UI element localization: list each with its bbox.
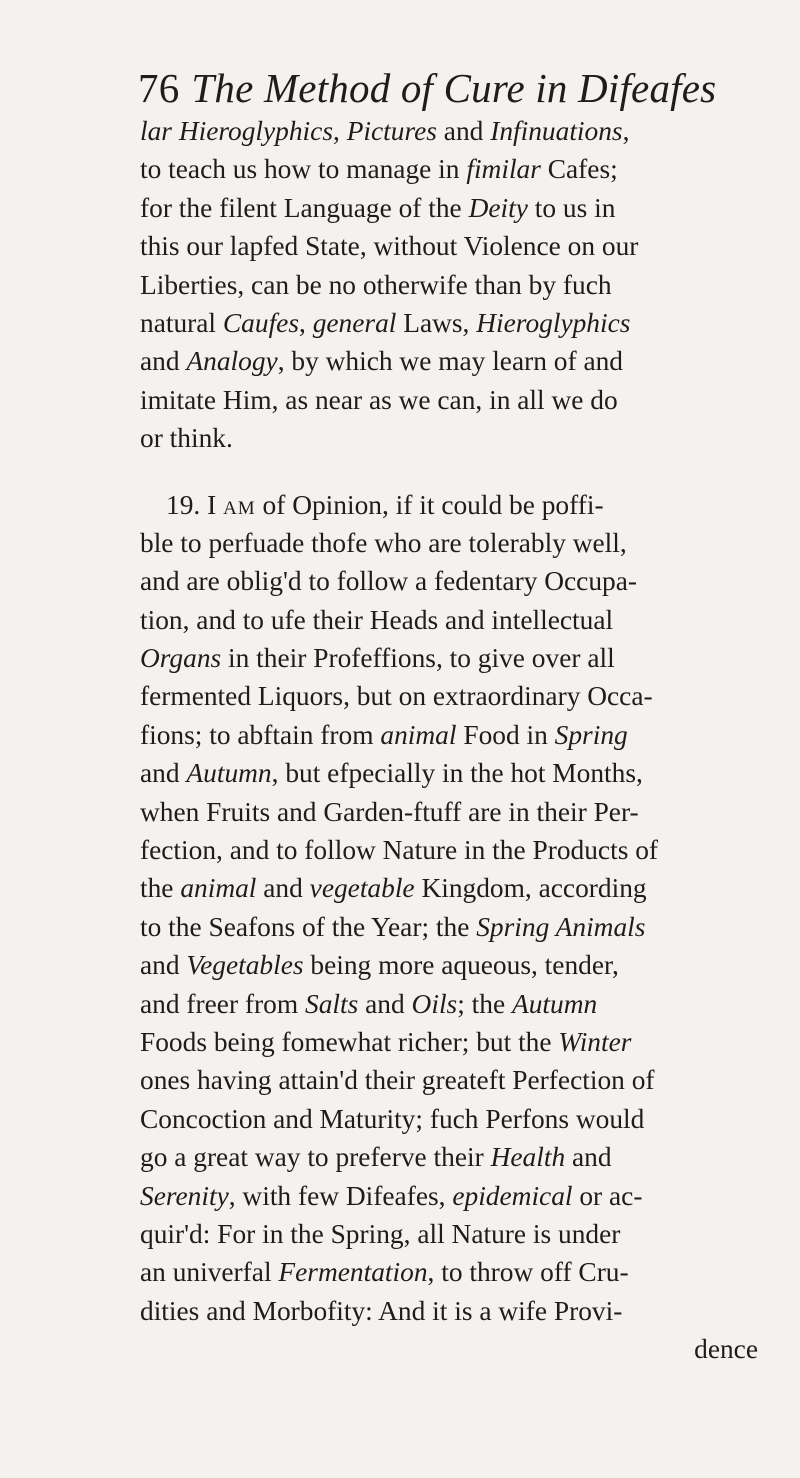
text-run: Foods being fomewhat richer; but the bbox=[140, 1026, 559, 1057]
italic-run: Serenity bbox=[140, 1180, 229, 1211]
text-run: and bbox=[256, 873, 310, 904]
text-run: 19. I bbox=[166, 489, 224, 520]
italic-run: animal bbox=[180, 873, 257, 904]
italic-run: fimilar bbox=[466, 154, 541, 185]
text-line bbox=[140, 112, 768, 150]
text-run: and bbox=[436, 116, 491, 146]
running-head bbox=[138, 64, 716, 112]
text-run: fions; to abftain from bbox=[140, 719, 381, 750]
text-run: , to throw off Cru- bbox=[427, 1257, 629, 1288]
text-run: the bbox=[140, 873, 181, 904]
text-run: or think. bbox=[140, 423, 233, 454]
text-line bbox=[140, 831, 768, 869]
italic-run: Hieroglyphics bbox=[178, 116, 333, 146]
text-run: an univerfal bbox=[140, 1257, 279, 1288]
text-run: for the filent Language of the bbox=[140, 192, 469, 223]
italic-run: Caufes bbox=[222, 307, 299, 338]
text-run: or ac- bbox=[572, 1180, 643, 1211]
text-line bbox=[140, 266, 768, 304]
text-run: dities and Morbofity: And it is a wife Provi- bbox=[140, 1295, 623, 1326]
italic-run: Winter bbox=[558, 1026, 632, 1057]
text-run: Cafes; bbox=[540, 154, 618, 185]
text-run: being more aqueous, tender, bbox=[303, 950, 619, 981]
text-line bbox=[140, 985, 768, 1023]
body-text bbox=[140, 112, 768, 1369]
text-run: fection, and to follow Nature in the Products of bbox=[140, 835, 659, 866]
paragraph-1 bbox=[140, 112, 768, 458]
text-line bbox=[140, 754, 768, 792]
text-run: quir'd: For in the Spring, all Nature is under bbox=[140, 1218, 621, 1249]
italic-run: animal bbox=[380, 719, 457, 750]
italic-run: Vegetables bbox=[186, 950, 304, 981]
italic-run: Infinuations bbox=[490, 116, 623, 146]
text-run: am bbox=[223, 489, 256, 520]
text-run: , by which we may learn of and bbox=[277, 346, 623, 377]
text-line bbox=[140, 793, 768, 831]
italic-run: Health bbox=[490, 1142, 566, 1173]
italic-run: Analogy bbox=[186, 346, 278, 377]
italic-run: Autumn bbox=[186, 758, 272, 789]
italic-run: general bbox=[312, 307, 397, 338]
text-line bbox=[140, 419, 768, 457]
text-run: imitate Him, as near as we can, in all we do bbox=[140, 384, 618, 415]
text-line bbox=[140, 677, 768, 715]
italic-run: Hieroglyphics bbox=[476, 307, 631, 338]
text-run: ones having attain'd their greateft Perfection of bbox=[140, 1065, 655, 1096]
text-line bbox=[140, 1215, 768, 1253]
text-line bbox=[140, 908, 768, 946]
text-run: ble to perfuade thofe who are tolerably well, bbox=[140, 527, 627, 558]
catchword: dence bbox=[694, 1334, 758, 1365]
text-line bbox=[140, 524, 768, 562]
italic-run: lar bbox=[140, 116, 179, 146]
text-run: , bbox=[299, 307, 313, 338]
paragraph-gap bbox=[140, 458, 768, 486]
text-line bbox=[140, 1177, 768, 1215]
text-line bbox=[140, 869, 768, 907]
text-run: to teach us how to manage in bbox=[140, 154, 467, 185]
text-run: tion, and to ufe their Heads and intellectual bbox=[140, 604, 614, 635]
text-line bbox=[140, 150, 768, 188]
italic-run: epidemical bbox=[452, 1180, 573, 1211]
text-line bbox=[140, 381, 768, 419]
text-run: when Fruits and Garden-ftuff are in their Per- bbox=[140, 796, 639, 827]
text-run: and bbox=[358, 988, 412, 1019]
text-line bbox=[140, 562, 768, 600]
italic-run: Oils bbox=[411, 988, 458, 1019]
text-run: fermented Liquors, but on extraordinary Occa- bbox=[140, 681, 653, 712]
italic-run: Salts bbox=[305, 988, 359, 1019]
text-run: natural bbox=[140, 307, 223, 338]
italic-run: Pictures bbox=[346, 116, 437, 146]
text-line bbox=[140, 1023, 768, 1061]
text-line bbox=[140, 946, 768, 984]
italic-run: Fermentation bbox=[278, 1257, 428, 1288]
text-run: and are oblig'd to follow a fedentary Occupa- bbox=[140, 566, 638, 597]
page-number: 76 bbox=[138, 65, 180, 111]
text-run: and bbox=[140, 758, 187, 789]
text-run: and bbox=[140, 950, 187, 981]
italic-run: Spring bbox=[554, 719, 628, 750]
text-run: go a great way to preferve their bbox=[140, 1142, 491, 1173]
text-run: to the Seafons of the Year; the bbox=[140, 911, 477, 942]
text-run: Kingdom, according bbox=[414, 873, 647, 904]
text-line bbox=[140, 1253, 768, 1291]
text-run: in their Profeffions, to give over all bbox=[221, 643, 615, 674]
text-line bbox=[140, 1100, 768, 1138]
italic-run: vegetable bbox=[309, 873, 415, 904]
text-run: and bbox=[140, 346, 187, 377]
italic-run: Spring Animals bbox=[476, 911, 646, 942]
text-line bbox=[140, 716, 768, 754]
text-run: to us in bbox=[527, 192, 616, 223]
text-run: Laws, bbox=[396, 307, 477, 338]
running-title: The Method of Cure in Difeafes bbox=[191, 65, 717, 111]
text-run: Concoction and Maturity; fuch Perfons would bbox=[140, 1103, 645, 1134]
text-line bbox=[140, 342, 768, 380]
text-run: and bbox=[565, 1142, 612, 1173]
text-line bbox=[140, 486, 768, 524]
text-run: of Opinion, if it could be poffi- bbox=[255, 489, 604, 520]
italic-run: Autumn bbox=[512, 988, 598, 1019]
text-run: Liberties, can be no otherwife than by fuch bbox=[140, 269, 612, 300]
italic-run: Organs bbox=[140, 643, 222, 674]
text-line bbox=[140, 1138, 768, 1176]
text-line bbox=[140, 639, 768, 677]
italic-run: Deity bbox=[468, 192, 528, 223]
text-line bbox=[140, 304, 768, 342]
paragraph-2 bbox=[140, 486, 768, 1331]
text-line bbox=[140, 601, 768, 639]
text-run: , bbox=[622, 116, 630, 146]
text-line bbox=[140, 227, 768, 265]
text-run: , with few Difeafes, bbox=[228, 1180, 453, 1211]
text-run: ; the bbox=[457, 988, 512, 1019]
text-run: this our lapfed State, without Violence on our bbox=[140, 231, 639, 262]
text-line bbox=[140, 1292, 768, 1330]
text-line bbox=[140, 1061, 768, 1099]
text-run: and freer from bbox=[140, 988, 306, 1019]
text-run: Food in bbox=[456, 719, 555, 750]
text-line bbox=[140, 189, 768, 227]
text-run: , bbox=[332, 116, 347, 146]
text-run: , but efpecially in the hot Months, bbox=[271, 758, 643, 789]
